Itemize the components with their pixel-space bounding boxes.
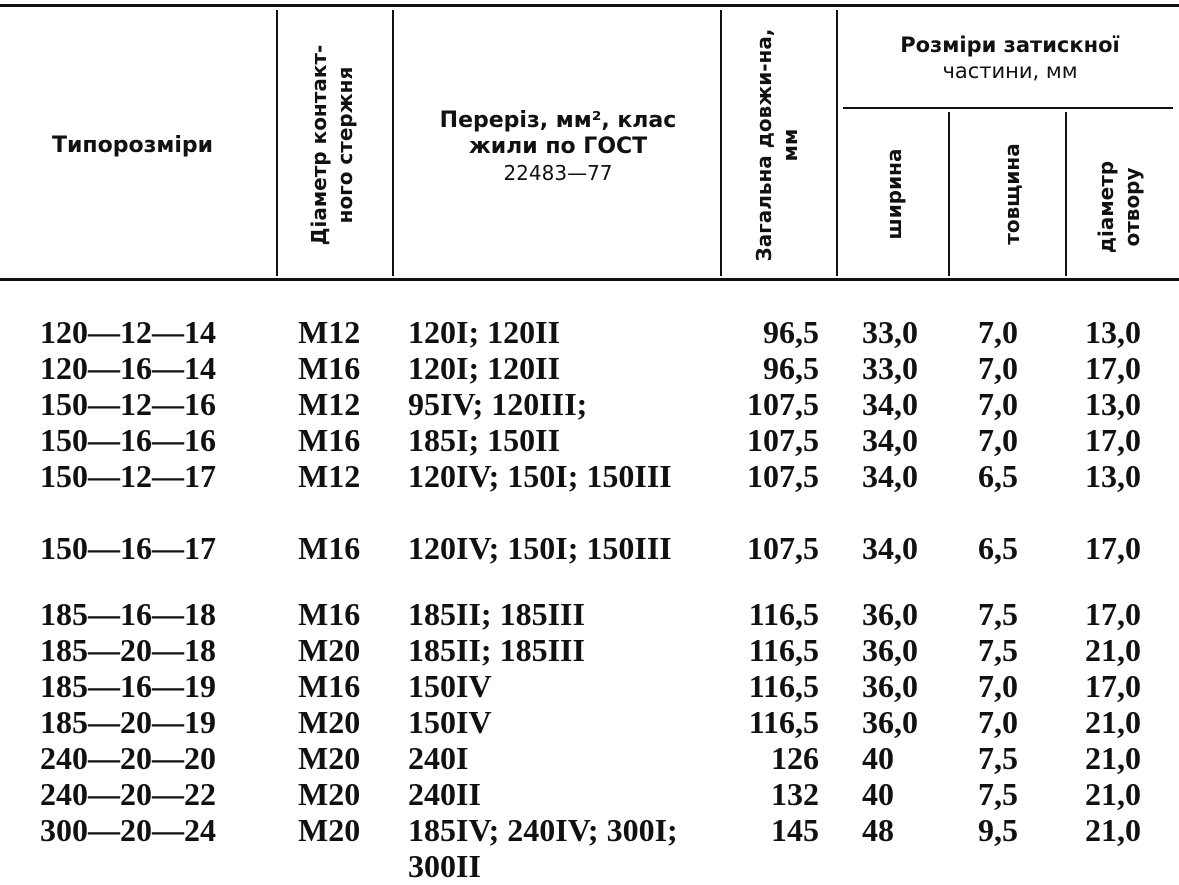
cell-width: 34,0 [862, 422, 918, 458]
cell-width: 33,0 [862, 314, 918, 350]
header-bottom-rule [0, 278, 1179, 281]
cell-diameter: M20 [298, 632, 361, 668]
cell-width: 36,0 [862, 632, 918, 668]
cell-length: 116,5 [748, 704, 819, 740]
cell-length: 132 [771, 776, 819, 812]
cell-section: 150IV [408, 704, 492, 740]
cell-width: 40 [862, 776, 894, 812]
header-section-line2: жили по ГОСТ [468, 134, 648, 159]
header-thickness: товщина [1000, 143, 1024, 245]
cell-section: 120IV; 150I; 150III [408, 530, 672, 566]
header-group-line2: частини, мм [942, 59, 1078, 83]
cell-diameter: M16 [298, 668, 361, 704]
cell-section: 150IV [408, 668, 492, 704]
cell-hole: 13,0 [1085, 386, 1141, 422]
col-divider-6 [1065, 112, 1067, 276]
cell-thickness: 7,5 [978, 596, 1018, 632]
cell-hole: 13,0 [1085, 458, 1141, 494]
cell-length: 96,5 [763, 350, 819, 386]
cell-diameter: M12 [298, 458, 361, 494]
cell-thickness: 7,0 [978, 386, 1018, 422]
cell-type: 185—16—18 [40, 596, 216, 632]
cell-type: 150—16—17 [40, 530, 216, 566]
cell-diameter: M12 [298, 314, 361, 350]
cell-diameter: M20 [298, 704, 361, 740]
cell-hole: 21,0 [1085, 704, 1141, 740]
cell-width: 48 [862, 812, 894, 848]
cell-thickness: 7,0 [978, 704, 1018, 740]
cell-thickness: 6,5 [978, 530, 1018, 566]
cell-thickness: 7,0 [978, 350, 1018, 386]
cell-width: 36,0 [862, 704, 918, 740]
cell-type: 240—20—20 [40, 740, 216, 776]
cell-type: 150—12—17 [40, 458, 216, 494]
cell-length: 107,5 [747, 422, 819, 458]
cell-length: 145 [771, 812, 819, 848]
cell-length: 126 [771, 740, 819, 776]
cell-section: 120I; 120II [408, 350, 561, 386]
col-divider-3 [720, 10, 722, 276]
cell-diameter: M16 [298, 422, 361, 458]
cell-type: 300—20—24 [40, 812, 216, 848]
cell-length: 116,5 [748, 668, 819, 704]
cell-width: 34,0 [862, 530, 918, 566]
cell-type: 150—16—16 [40, 422, 216, 458]
cell-width: 34,0 [862, 386, 918, 422]
cell-width: 36,0 [862, 668, 918, 704]
cell-thickness: 7,0 [978, 668, 1018, 704]
cell-type: 120—16—14 [40, 350, 216, 386]
header-section [400, 108, 716, 186]
header-diameter: Діаметр контакт-ного стержня [307, 44, 357, 246]
cell-thickness: 7,0 [978, 314, 1018, 350]
cell-type: 120—12—14 [40, 314, 216, 350]
top-rule [0, 4, 1179, 7]
cell-type: 240—20—22 [40, 776, 216, 812]
cell-diameter: M16 [298, 530, 361, 566]
cell-type: 185—20—19 [40, 704, 216, 740]
cell-length: 116,5 [748, 596, 819, 632]
cell-thickness: 9,5 [978, 812, 1018, 848]
cell-section: 185I; 150II [408, 422, 561, 458]
header-hole: діаметр отвору [1094, 160, 1144, 254]
cell-diameter: M16 [298, 350, 361, 386]
cell-section: 240I [408, 740, 469, 776]
cell-section: 185IV; 240IV; 300I; 300II [408, 812, 678, 884]
cell-section: 95IV; 120III; [408, 386, 588, 422]
cell-diameter: M20 [298, 812, 361, 848]
cell-hole: 17,0 [1085, 596, 1141, 632]
cell-thickness: 7,0 [978, 422, 1018, 458]
header-group-line1: Розміри затискної [900, 33, 1120, 57]
cell-length: 96,5 [763, 314, 819, 350]
header-type: Типорозміри [52, 133, 214, 158]
col-divider-2 [392, 10, 394, 276]
col-divider-4 [836, 10, 838, 276]
cell-section: 185II; 185III [408, 596, 585, 632]
cell-section: 120I; 120II [408, 314, 561, 350]
cell-section: 185II; 185III [408, 632, 585, 668]
col-divider-5 [948, 112, 950, 276]
cell-width: 36,0 [862, 596, 918, 632]
cell-width: 34,0 [862, 458, 918, 494]
cell-hole: 21,0 [1085, 632, 1141, 668]
cell-hole: 21,0 [1085, 812, 1141, 848]
cell-hole: 13,0 [1085, 314, 1141, 350]
header-length: Загальна довжи-на, мм [752, 28, 802, 262]
header-width: ширина [882, 148, 906, 240]
header-section-line1: Переріз, мм², клас [439, 108, 677, 133]
group-rule [843, 107, 1173, 109]
cell-length: 116,5 [748, 632, 819, 668]
cell-length: 107,5 [747, 530, 819, 566]
cell-diameter: M16 [298, 596, 361, 632]
cell-length: 107,5 [747, 386, 819, 422]
cell-section: 240II [408, 776, 481, 812]
cell-width: 40 [862, 740, 894, 776]
cell-hole: 17,0 [1085, 422, 1141, 458]
cell-type: 150—12—16 [40, 386, 216, 422]
cell-diameter: M20 [298, 740, 361, 776]
header-group [850, 32, 1170, 84]
cell-thickness: 6,5 [978, 458, 1018, 494]
cell-thickness: 7,5 [978, 740, 1018, 776]
cell-section: 120IV; 150I; 150III [408, 458, 672, 494]
header-section-line3: 22483—77 [503, 161, 613, 185]
cell-type: 185—20—18 [40, 632, 216, 668]
cell-type: 185—16—19 [40, 668, 216, 704]
cell-hole: 21,0 [1085, 740, 1141, 776]
cell-hole: 17,0 [1085, 668, 1141, 704]
cell-hole: 17,0 [1085, 350, 1141, 386]
cell-diameter: M20 [298, 776, 361, 812]
cell-length: 107,5 [747, 458, 819, 494]
cell-thickness: 7,5 [978, 632, 1018, 668]
cell-diameter: M12 [298, 386, 361, 422]
cell-thickness: 7,5 [978, 776, 1018, 812]
cell-hole: 21,0 [1085, 776, 1141, 812]
cell-hole: 17,0 [1085, 530, 1141, 566]
cell-width: 33,0 [862, 350, 918, 386]
col-divider-1 [276, 10, 278, 276]
